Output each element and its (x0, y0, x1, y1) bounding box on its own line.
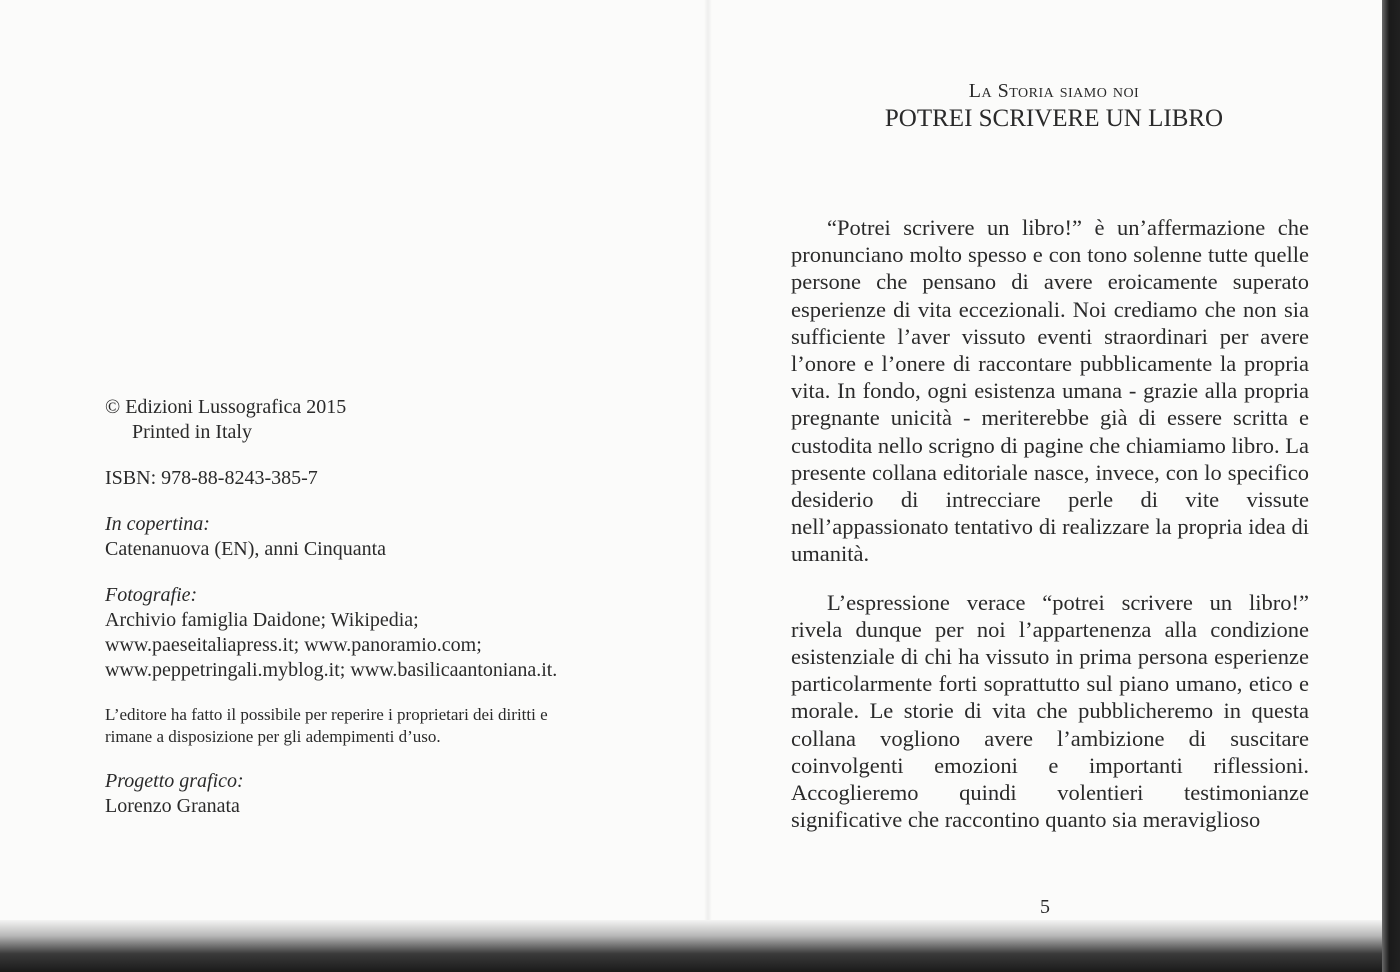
photos-label: Fotografie: (105, 584, 198, 606)
cover-label: In copertina: (105, 513, 210, 535)
paragraph: L’espressione verace “potrei scrivere un libro!” rivela dunque per noi l’appartenenza alla condizione esistenziale di chi ha vissuto in prima persona esperienze particolarmente forti soprattutto sul piano umano, etico e morale. Le storie di vita che pubblicheremo in questa collana vogliono avere l’ambizione di suscitare coinvolgenti emozioni e importanti riflessioni. Accoglieremo quindi volentieri testimonianze significative che raccontino quanto sia meraviglioso (791, 589, 1309, 833)
photos-line: Archivio famiglia Daidone; Wikipedia; (105, 609, 419, 631)
scan-right-edge (1382, 0, 1400, 972)
cover-credit-block (105, 512, 665, 562)
design-label: Progetto grafico: (105, 770, 244, 792)
cover-value: Catenanuova (EN), anni Cinquanta (105, 538, 387, 560)
body-text (791, 214, 1309, 833)
disclaimer-line: rimane a disposizione per gli adempimenti d’uso. (105, 727, 441, 746)
photos-line: www.paeseitaliapress.it; www.panoramio.com; (105, 634, 482, 656)
copyright-line: © Edizioni Lussografica 2015 (105, 396, 347, 418)
copyright-block (105, 395, 665, 445)
design-credit-block (105, 769, 665, 819)
chapter-title: POTREI SCRIVERE UN LIBRO (884, 105, 1224, 132)
isbn-block (105, 466, 665, 491)
printed-line: Printed in Italy (132, 421, 252, 443)
scan-bottom-edge (0, 920, 1400, 972)
disclaimer-line: L’editore ha fatto il possibile per reperire i proprietari dei diritti e (105, 705, 548, 724)
disclaimer-block (105, 704, 665, 748)
gutter-fold (704, 0, 712, 930)
paragraph: “Potrei scrivere un libro!” è un’affermazione che pronunciano molto spesso e con tono solenne tutte quelle persone che pensano di avere eroicamente superato esperienze di vita eccezionali. Noi crediamo che non sia sufficiente l’aver vissuto eventi straordinari per avere l’onore e l’onere di raccontare pubblicamente la propria vita. In fondo, ogni esistenza umana - grazie alla propria pregnante unicità - meriterebbe già di essere scritta e custodita nello scrigno di pagine che chiamiamo libro. La presente collana editoriale nasce, invece, con lo specifico desiderio di intrecciare perle di vite vissute nell’appassionato tentativo di realizzare la propria idea di umanità. (791, 215, 1309, 567)
colophon (105, 395, 665, 840)
photo-credit-block (105, 583, 665, 683)
isbn-line: ISBN: 978-88-8243-385-7 (105, 467, 318, 489)
photos-line: www.peppetringali.myblog.it; www.basilicaantoniana.it. (105, 659, 558, 681)
design-value: Lorenzo Granata (105, 795, 240, 817)
series-title: La Storia siamo noi (968, 80, 1140, 102)
page-number: 5 (1040, 896, 1050, 918)
